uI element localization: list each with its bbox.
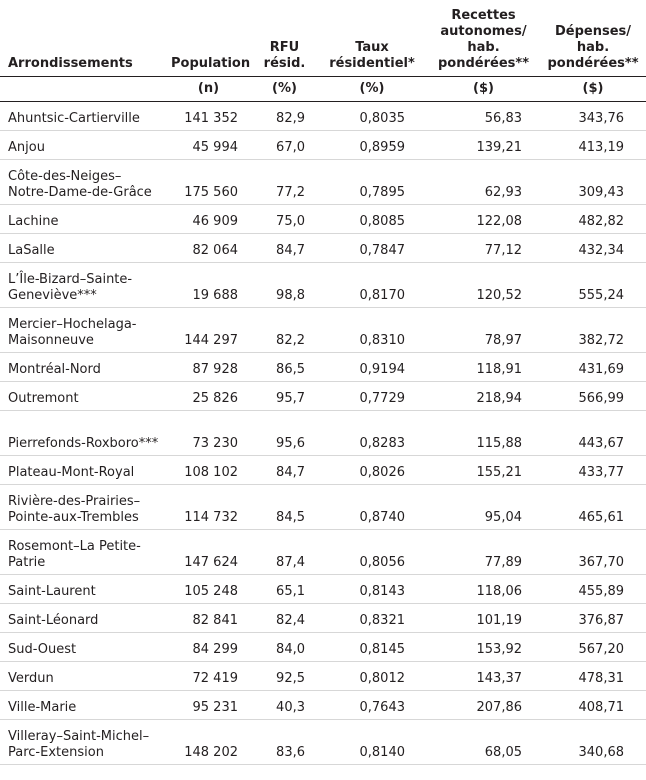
unit-arrondissements bbox=[0, 77, 165, 102]
cell-population: 46 909 bbox=[165, 205, 252, 234]
table-row bbox=[0, 102, 646, 131]
cell-population: 82 064 bbox=[165, 234, 252, 263]
cell-name: Sud-Ouest bbox=[0, 633, 165, 662]
header-depenses: Dépenses/ hab. pondérées** bbox=[547, 24, 639, 71]
cell-name: Mercier–Hochelaga-Maisonneuve bbox=[0, 308, 165, 353]
units-row bbox=[0, 77, 646, 102]
cell-depenses: 478,31 bbox=[540, 662, 646, 691]
cell-name: LaSalle bbox=[0, 234, 165, 263]
cell-recettes: 77,12 bbox=[427, 234, 540, 263]
cell-recettes: 118,91 bbox=[427, 353, 540, 382]
cell-population: 141 352 bbox=[165, 102, 252, 131]
cell-recettes: 120,52 bbox=[427, 263, 540, 308]
cell-rfu: 87,4 bbox=[252, 530, 317, 575]
cell-recettes: 218,94 bbox=[427, 382, 540, 411]
cell-rfu: 82,2 bbox=[252, 308, 317, 353]
cell-depenses: 465,61 bbox=[540, 485, 646, 530]
header-row bbox=[0, 0, 646, 77]
cell-name: Lachine bbox=[0, 205, 165, 234]
cell-depenses: 367,70 bbox=[540, 530, 646, 575]
cell-recettes: 122,08 bbox=[427, 205, 540, 234]
cell-name: Pierrefonds-Roxboro*** bbox=[0, 411, 165, 456]
cell-recettes: 77,89 bbox=[427, 530, 540, 575]
cell-population: 114 732 bbox=[165, 485, 252, 530]
cell-recettes: 118,06 bbox=[427, 575, 540, 604]
cell-recettes: 115,88 bbox=[427, 411, 540, 456]
cell-name: Anjou bbox=[0, 131, 165, 160]
cell-population: 72 419 bbox=[165, 662, 252, 691]
cell-depenses: 309,43 bbox=[540, 160, 646, 205]
table-row bbox=[0, 353, 646, 382]
cell-taux: 0,8283 bbox=[317, 411, 427, 456]
table-body bbox=[0, 102, 646, 765]
table-row bbox=[0, 604, 646, 633]
cell-name: Verdun bbox=[0, 662, 165, 691]
cell-recettes: 56,83 bbox=[427, 102, 540, 131]
cell-population: 108 102 bbox=[165, 456, 252, 485]
cell-population: 73 230 bbox=[165, 411, 252, 456]
cell-rfu: 84,0 bbox=[252, 633, 317, 662]
cell-name: Saint-Laurent bbox=[0, 575, 165, 604]
cell-taux: 0,9194 bbox=[317, 353, 427, 382]
cell-taux: 0,8026 bbox=[317, 456, 427, 485]
cell-taux: 0,8143 bbox=[317, 575, 427, 604]
table-row bbox=[0, 633, 646, 662]
cell-taux: 0,8012 bbox=[317, 662, 427, 691]
cell-name: Montréal-Nord bbox=[0, 353, 165, 382]
cell-population: 95 231 bbox=[165, 691, 252, 720]
table-row bbox=[0, 456, 646, 485]
header-rfu: RFU résid. bbox=[263, 40, 306, 71]
header-taux: Taux résidentiel* bbox=[329, 40, 415, 71]
table-row bbox=[0, 575, 646, 604]
header-population: Population bbox=[171, 56, 251, 71]
unit-recettes: ($) bbox=[427, 77, 540, 102]
cell-taux: 0,7729 bbox=[317, 382, 427, 411]
cell-depenses: 455,89 bbox=[540, 575, 646, 604]
cell-rfu: 82,9 bbox=[252, 102, 317, 131]
cell-population: 84 299 bbox=[165, 633, 252, 662]
header-arrondissements: Arrondissements bbox=[8, 56, 133, 71]
cell-depenses: 555,24 bbox=[540, 263, 646, 308]
cell-recettes: 95,04 bbox=[427, 485, 540, 530]
cell-name: Plateau-Mont-Royal bbox=[0, 456, 165, 485]
table-row bbox=[0, 662, 646, 691]
cell-depenses: 343,76 bbox=[540, 102, 646, 131]
cell-population: 87 928 bbox=[165, 353, 252, 382]
cell-name: L’Île-Bizard–Sainte-Geneviève*** bbox=[0, 263, 165, 308]
table-row bbox=[0, 411, 646, 456]
cell-depenses: 340,68 bbox=[540, 720, 646, 765]
table-row bbox=[0, 691, 646, 720]
cell-rfu: 84,7 bbox=[252, 456, 317, 485]
cell-name: Villeray–Saint-Michel–Parc-Extension bbox=[0, 720, 165, 765]
cell-population: 148 202 bbox=[165, 720, 252, 765]
cell-name: Rivière-des-Prairies–Pointe-aux-Trembles bbox=[0, 485, 165, 530]
table-row bbox=[0, 234, 646, 263]
cell-recettes: 155,21 bbox=[427, 456, 540, 485]
cell-rfu: 86,5 bbox=[252, 353, 317, 382]
unit-population: (n) bbox=[165, 77, 252, 102]
cell-depenses: 408,71 bbox=[540, 691, 646, 720]
cell-population: 175 560 bbox=[165, 160, 252, 205]
cell-taux: 0,8035 bbox=[317, 102, 427, 131]
cell-name: Côte-des-Neiges–Notre-Dame-de-Grâce bbox=[0, 160, 165, 205]
cell-population: 144 297 bbox=[165, 308, 252, 353]
cell-rfu: 98,8 bbox=[252, 263, 317, 308]
cell-taux: 0,8140 bbox=[317, 720, 427, 765]
cell-recettes: 139,21 bbox=[427, 131, 540, 160]
cell-rfu: 75,0 bbox=[252, 205, 317, 234]
cell-rfu: 77,2 bbox=[252, 160, 317, 205]
cell-name: Rosemont–La Petite-Patrie bbox=[0, 530, 165, 575]
table-row bbox=[0, 530, 646, 575]
cell-name: Saint-Léonard bbox=[0, 604, 165, 633]
cell-depenses: 567,20 bbox=[540, 633, 646, 662]
cell-taux: 0,8321 bbox=[317, 604, 427, 633]
cell-depenses: 433,77 bbox=[540, 456, 646, 485]
cell-recettes: 143,37 bbox=[427, 662, 540, 691]
cell-population: 19 688 bbox=[165, 263, 252, 308]
table-row bbox=[0, 382, 646, 411]
cell-taux: 0,7643 bbox=[317, 691, 427, 720]
table-row bbox=[0, 205, 646, 234]
cell-rfu: 40,3 bbox=[252, 691, 317, 720]
cell-depenses: 382,72 bbox=[540, 308, 646, 353]
cell-recettes: 78,97 bbox=[427, 308, 540, 353]
cell-population: 147 624 bbox=[165, 530, 252, 575]
cell-taux: 0,7895 bbox=[317, 160, 427, 205]
cell-depenses: 413,19 bbox=[540, 131, 646, 160]
cell-population: 82 841 bbox=[165, 604, 252, 633]
cell-depenses: 376,87 bbox=[540, 604, 646, 633]
unit-depenses: ($) bbox=[540, 77, 646, 102]
cell-recettes: 68,05 bbox=[427, 720, 540, 765]
cell-rfu: 65,1 bbox=[252, 575, 317, 604]
table-row bbox=[0, 720, 646, 765]
cell-taux: 0,8085 bbox=[317, 205, 427, 234]
cell-taux: 0,8056 bbox=[317, 530, 427, 575]
cell-rfu: 92,5 bbox=[252, 662, 317, 691]
table-row bbox=[0, 263, 646, 308]
table-row bbox=[0, 131, 646, 160]
cell-population: 105 248 bbox=[165, 575, 252, 604]
header-recettes: Recettes autonomes/ hab. pondérées** bbox=[438, 8, 529, 71]
cell-taux: 0,7847 bbox=[317, 234, 427, 263]
cell-taux: 0,8170 bbox=[317, 263, 427, 308]
cell-depenses: 482,82 bbox=[540, 205, 646, 234]
cell-depenses: 431,69 bbox=[540, 353, 646, 382]
cell-depenses: 443,67 bbox=[540, 411, 646, 456]
cell-rfu: 67,0 bbox=[252, 131, 317, 160]
cell-rfu: 84,5 bbox=[252, 485, 317, 530]
cell-population: 45 994 bbox=[165, 131, 252, 160]
unit-taux: (%) bbox=[317, 77, 427, 102]
table-row bbox=[0, 160, 646, 205]
cell-population: 25 826 bbox=[165, 382, 252, 411]
table-row bbox=[0, 308, 646, 353]
cell-taux: 0,8145 bbox=[317, 633, 427, 662]
cell-rfu: 95,7 bbox=[252, 382, 317, 411]
cell-name: Ville-Marie bbox=[0, 691, 165, 720]
cell-recettes: 153,92 bbox=[427, 633, 540, 662]
cell-rfu: 83,6 bbox=[252, 720, 317, 765]
cell-recettes: 207,86 bbox=[427, 691, 540, 720]
cell-depenses: 432,34 bbox=[540, 234, 646, 263]
cell-name: Outremont bbox=[0, 382, 165, 411]
cell-taux: 0,8740 bbox=[317, 485, 427, 530]
table-row bbox=[0, 485, 646, 530]
cell-rfu: 95,6 bbox=[252, 411, 317, 456]
cell-recettes: 101,19 bbox=[427, 604, 540, 633]
cell-recettes: 62,93 bbox=[427, 160, 540, 205]
cell-name: Ahuntsic-Cartierville bbox=[0, 102, 165, 131]
cell-taux: 0,8310 bbox=[317, 308, 427, 353]
unit-rfu: (%) bbox=[252, 77, 317, 102]
cell-depenses: 566,99 bbox=[540, 382, 646, 411]
cell-rfu: 84,7 bbox=[252, 234, 317, 263]
cell-rfu: 82,4 bbox=[252, 604, 317, 633]
cell-taux: 0,8959 bbox=[317, 131, 427, 160]
